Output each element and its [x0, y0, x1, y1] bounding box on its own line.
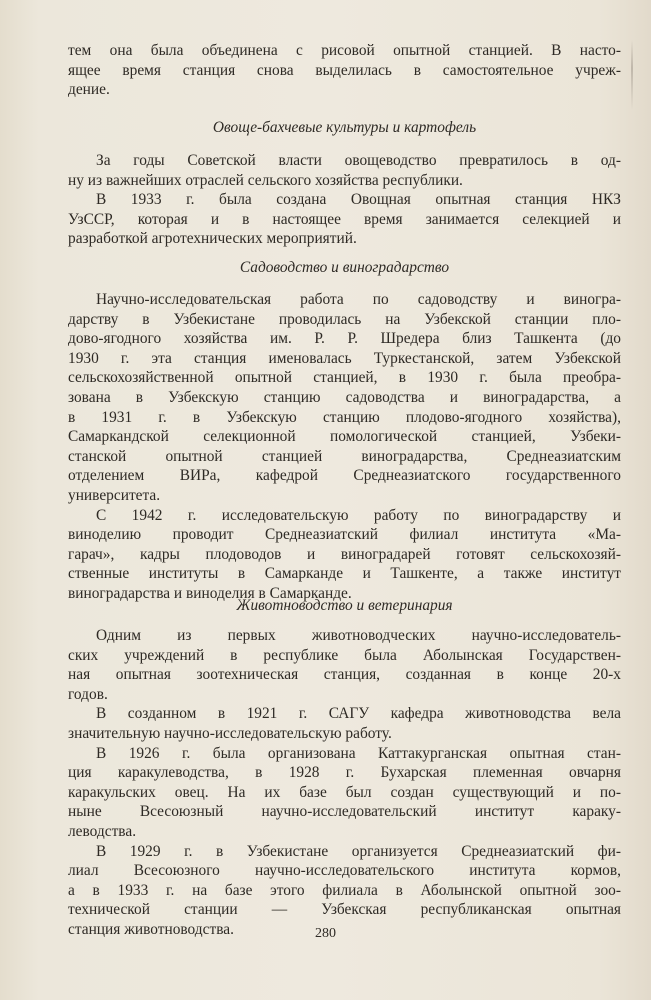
- text-line: университета.: [68, 486, 161, 504]
- text-line: зована в Узбекскую станцию садоводства и виноградарства, а: [68, 388, 621, 406]
- text-line: ственные институты в Самарканде и Ташкенте, а также институт: [68, 565, 621, 583]
- text-line: Научно-исследовательская работа по садоводству и виногра-: [96, 291, 621, 308]
- section-paragraph: [68, 626, 621, 940]
- text-line: ция каракулеводства, в 1928 г. Бухарская племенная овчарня: [68, 764, 621, 782]
- text-line: В 1926 г. была организована Каттакурганская опытная стан-: [96, 744, 621, 762]
- text-line: С 1942 г. исследовательскую работу по виноградарству и: [96, 506, 621, 524]
- text-line: виноделию проводит Среднеазиатский филиал института «Ма-: [68, 526, 621, 544]
- text-line: За годы Советской власти овощеводство превратилось в од-: [96, 152, 621, 169]
- text-line: ских учреждений в республике была Аболынская Государствен-: [68, 646, 621, 664]
- text-line: Самаркандской селекционной помологической станцией, Узбеки-: [68, 428, 621, 446]
- text-line: годов.: [68, 685, 108, 703]
- text-line: значительную научно-исследовательскую работу.: [68, 724, 392, 742]
- margin-pencil-mark: [631, 40, 633, 110]
- text-line: каракульских овец. На их базе был создан существующий и по-: [68, 783, 621, 801]
- section-paragraph: [68, 190, 621, 249]
- text-line: станской опытной станцией виноградарства, Среднеазиатским: [68, 447, 621, 465]
- section-heading: Овоще-бахчевые культуры и картофель: [212, 119, 477, 136]
- text-line: лиал Всесоюзного научно-исследовательского института кормов,: [68, 862, 621, 880]
- text-line: тем она была объединена с рисовой опытной станцией. В насто-: [68, 42, 621, 59]
- text-line: ну из важнейших отраслей сельского хозяйства республики.: [68, 171, 463, 189]
- text-line: дово-ягодного хозяйства им. Р. Р. Шредера близ Ташкента (до: [68, 330, 621, 348]
- text-line: гарач», кадры плодоводов и виноградарей готовят сельскохозяй-: [68, 545, 621, 563]
- text-line: Одним из первых животноводческих научно-исследователь-: [96, 627, 621, 644]
- page-number: 280: [315, 926, 336, 941]
- text-line: в 1931 г. в Узбекскую станцию плодово-ягодного хозяйства),: [68, 408, 621, 426]
- text-line: ящее время станция снова выделилась в самостоятельное учреж-: [68, 61, 621, 79]
- section-heading: Садоводство и виноградарство: [239, 259, 450, 276]
- text-line: отделением ВИРа, кафедрой Среднеазиатского государственного: [68, 467, 621, 485]
- text-line: ная опытная зоотехническая станция, созданная в конце 20-х: [68, 666, 621, 684]
- text-line: виноградарства и виноделия в Самарканде.: [68, 584, 352, 602]
- text-line: дарству в Узбекистане проводилась на Узбекской станции пло-: [68, 310, 621, 328]
- text-line: разработкой агротехнических мероприятий.: [68, 230, 357, 248]
- text-line: станция животноводства.: [68, 920, 234, 938]
- section-paragraph: [68, 151, 621, 190]
- text-line: сельскохозяйственной опытной станцией, в 1930 г. была преобра-: [68, 369, 621, 387]
- text-line: технической станции — Узбекская республиканская опытная: [68, 901, 621, 919]
- text-line: леводства.: [68, 822, 137, 840]
- text-line: дение.: [68, 81, 110, 99]
- text-line: В созданном в 1921 г. САГУ кафедра животноводства вела: [96, 705, 621, 723]
- text-line: В 1929 г. в Узбекистане организуется Среднеазиатский фи-: [96, 842, 621, 860]
- text-line: УзССР, которая и в настоящее время занимается селекцией и: [68, 210, 621, 228]
- intro-paragraph: [68, 41, 621, 100]
- text-line: ныне Всесоюзный научно-исследовательский институт караку-: [68, 803, 621, 821]
- text-line: 1930 г. эта станция именовалась Туркестанской, затем Узбекской: [68, 349, 621, 367]
- section-heading: Животноводство и ветеринария: [236, 597, 453, 614]
- text-line: В 1933 г. была создана Овощная опытная станция НКЗ: [96, 191, 621, 208]
- text-line: а в 1933 г. на базе этого филиала в Аболынской опытной зоо-: [68, 881, 621, 899]
- section-paragraph: [68, 290, 621, 604]
